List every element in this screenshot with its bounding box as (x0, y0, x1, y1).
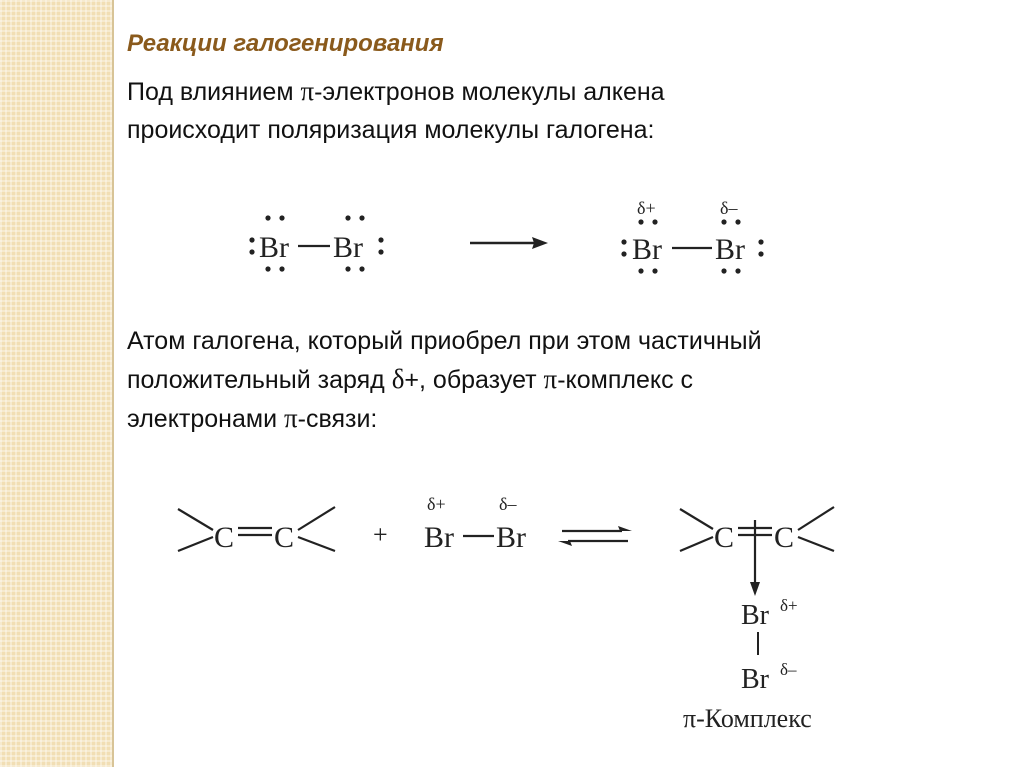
alkene-molecule (178, 507, 335, 554)
intro-line-1-pi: π (300, 76, 315, 106)
bromine-atom-left: Br (424, 521, 454, 554)
bromine-atom-right: Br (496, 521, 526, 554)
explanation-line-2-pi: π (543, 364, 558, 394)
intro-line-2: происходит поляризация молекулы галогена: (127, 116, 655, 144)
partial-positive-charge: δ+ (637, 198, 656, 218)
bromine-atom-negative: Br (741, 664, 769, 695)
explanation-line-2-before: положительный заряд (127, 366, 392, 394)
partial-negative-charge: δ– (780, 660, 797, 679)
coordination-arrowhead (750, 582, 760, 596)
partial-negative-charge: δ– (720, 198, 738, 218)
explanation-line-2-mid: +, образует (404, 366, 544, 394)
carbon-atom-right: C (774, 521, 795, 554)
pi-complex (680, 507, 834, 733)
explanation-line-1: Атом галогена, который приобрел при этом частичный (127, 327, 762, 355)
explanation-line-2-delta: δ (391, 364, 405, 394)
bromine-atom-left: Br (259, 231, 289, 264)
partial-positive-charge: δ+ (780, 596, 798, 615)
carbon-atom-left: C (214, 521, 235, 554)
intro-line-1-before: Под влиянием (127, 78, 301, 106)
bromine-atom-positive: Br (741, 600, 769, 631)
bromine-atom-positive: Br (632, 233, 662, 266)
halogen-molecule (424, 494, 526, 554)
carbon-atom-right: C (274, 521, 295, 554)
explanation-line-3-pi: π (283, 403, 298, 433)
plus-sign: + (373, 520, 388, 549)
partial-positive-charge: δ+ (427, 494, 446, 514)
slide-title: Реакции галогенирования (127, 30, 444, 57)
explanation-line-3-after: -связи: (297, 405, 378, 433)
carbon-atom-left: C (714, 521, 735, 554)
pi-complex-caption: π-Комплекс (683, 704, 812, 733)
explanation-line-2-after: -комплекс с (557, 366, 694, 394)
explanation-line-3-before: электронами (127, 405, 284, 433)
partial-negative-charge: δ– (499, 494, 517, 514)
bromine-atom-negative: Br (715, 233, 745, 266)
bromine-atom-right: Br (333, 231, 363, 264)
equilibrium-arrows (558, 526, 632, 546)
intro-line-1-after: -электронов молекулы алкена (314, 78, 665, 106)
